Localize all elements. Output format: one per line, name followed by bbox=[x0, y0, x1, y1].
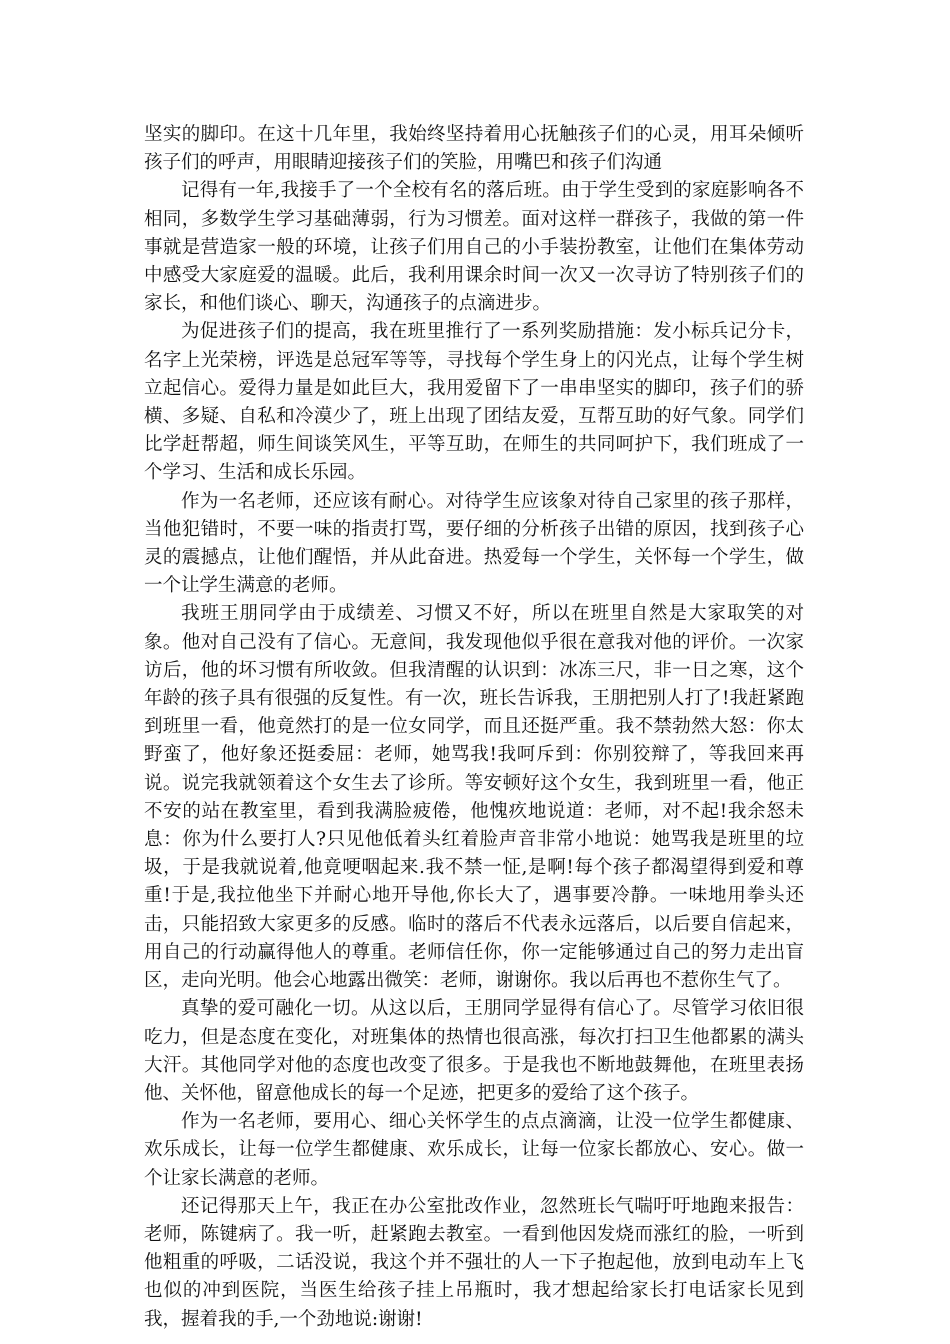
paragraph: 真挚的爱可融化一切。从这以后，王朋同学显得有信心了。尽管学习依旧很吃力，但是态度在变化，对班集体的热情也很高涨，每次打扫卫生他都累的满头大汗。其他同学对他的态度也改变了很多。于是我也不断地鼓舞他，在班里表扬他、关怀他，留意他成长的每一个足迹，把更多的爱给了这个孩子。 bbox=[144, 998, 804, 1104]
paragraph: 我班王朋同学由于成绩差、习惯又不好，所以在班里自然是大家取笑的对象。他对自己没有了信心。无意间，我发现他似乎很在意我对他的评价。一次家访后，他的坏习惯有所收敛。但我清醒的认识到：冰冻三尺，非一日之寒，这个年龄的孩子具有很强的反复性。有一次，班长告诉我，王朋把别人打了!我赶紧跑到班里一看，他竟然打的是一位女同学，而且还挺严重。我不禁勃然大怒：你太野蛮了，他好象还挺委屈：老师，她骂我!我呵斥到：你别狡辩了，等我回来再说。说完我就领着这个女生去了诊所。等安顿好这个女生，我到班里一看，他正不安的站在教室里，看到我满脸疲倦，他愧疚地说道：老师，对不起!我余怒未息：你为什么要打人?只见他低着头红着脸声音非常小地说：她骂我是班里的垃圾，于是我就说着,他竟哽咽起来.我不禁一怔,是啊!每个孩子都渴望得到爱和尊重!于是,我拉他坐下并耐心地开导他,你长大了，遇事要冷静。一味地用拳头还击，只能招致大家更多的反感。临时的落后不代表永远落后，以后要自信起来，用自己的行动赢得他人的尊重。老师信任你，你一定能够通过自己的努力走出盲区，走向光明。他会心地露出微笑：老师，谢谢你。我以后再也不惹你生气了。 bbox=[144, 603, 805, 992]
paragraph-continuation: 坚实的脚印。在这十几年里，我始终坚持着用心抚触孩子们的心灵，用耳朵倾听孩子们的呼声，用眼睛迎接孩子们的笑脸，用嘴巴和孩子们沟通 bbox=[144, 124, 804, 174]
paragraph: 作为一名老师，要用心、细心关怀学生的点点滴滴，让没一位学生都健康、欢乐成长，让每一位学生都健康、欢乐成长，让每一位家长都放心、安心。做一个让家长满意的老师。 bbox=[144, 1111, 804, 1189]
paragraph: 记得有一年,我接手了一个全校有名的落后班。由于学生受到的家庭影响各不相同，多数学生学习基础薄弱，行为习惯差。面对这样一群孩子，我做的第一件事就是营造家一般的环境，让孩子们用自己的小手装扮教室，让他们在集体劳动中感受大家庭爱的温暖。此后，我利用课余时间一次又一次寻访了特别孩子们的家长，和他们谈心、聊天，沟通孩子的点滴进步。 bbox=[144, 180, 804, 315]
paragraph: 还记得那天上午，我正在办公室批改作业，忽然班长气喘吁吁地跑来报告：老师，陈键病了。我一听，赶紧跑去教室。一看到他因发烧而涨红的脸，一听到他粗重的呼吸，二话没说，我这个并不强壮的人一下子抱起他，放到电动车上飞也似的冲到医院，当医生给孩子挂上吊瓶时，我才想起给家长打电话家长见到我，握着我的手,一个劲地说:谢谢! bbox=[144, 1195, 804, 1330]
paragraph: 作为一名老师，还应该有耐心。对待学生应该象对待自己家里的孩子那样，当他犯错时，不要一味的指责打骂，要仔细的分析孩子出错的原因，找到孩子心灵的震撼点，让他们醒悟，并从此奋进。热爱每一个学生，关怀每一个学生，做一个让学生满意的老师。 bbox=[144, 490, 804, 597]
document-body bbox=[144, 121, 804, 1334]
paragraph: 为促进孩子们的提高，我在班里推行了一系列奖励措施：发小标兵记分卡，名字上光荣榜，评选是总冠军等等，寻找每个学生身上的闪光点，让每个学生树立起信心。爱得力量是如此巨大，我用爱留下了一串串坚实的脚印，孩子们的骄横、多疑、自私和冷漠少了，班上出现了团结友爱，互帮互助的好气象。同学们比学赶帮超，师生间谈笑风生，平等互助，在师生的共同呵护下，我们班成了一个学习、生活和成长乐园。 bbox=[144, 321, 804, 484]
